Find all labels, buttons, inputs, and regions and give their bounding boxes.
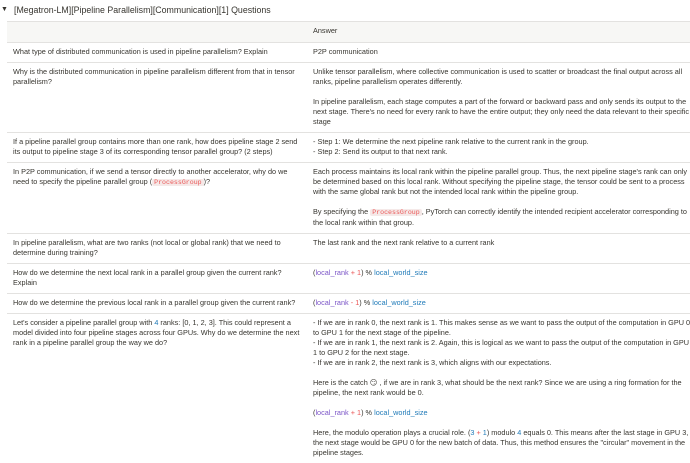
answer-cell[interactable] bbox=[307, 63, 690, 133]
formula-number: 1 bbox=[355, 298, 359, 307]
formula-variable: local_rank bbox=[315, 298, 348, 307]
question-cell[interactable] bbox=[7, 43, 307, 63]
answer-cell[interactable] bbox=[307, 43, 690, 63]
page-header bbox=[0, 3, 690, 17]
formula-operator: + bbox=[349, 408, 357, 417]
formula-operator: + bbox=[349, 268, 357, 277]
paren: ) bbox=[361, 408, 363, 417]
inline-code: ProcessGroup bbox=[370, 209, 421, 216]
table-row bbox=[7, 63, 690, 133]
question-text: How do we determine the previous local rank in a parallel group given the current rank? bbox=[13, 298, 295, 307]
answer-cell[interactable] bbox=[307, 163, 690, 234]
answer-paragraph bbox=[313, 378, 690, 398]
formula-variable: local_rank bbox=[315, 408, 348, 417]
answer-text: , if we are in rank 3, what should be the next rank? Since we are using a ring formation for the pipeline, the next rank would be 0. bbox=[313, 378, 682, 397]
column-header-question bbox=[7, 22, 307, 43]
question-text: Why is the distributed communication in pipeline parallelism different from that in tensor parallelism? bbox=[13, 67, 295, 86]
table-row bbox=[7, 294, 690, 314]
question-cell[interactable] bbox=[7, 264, 307, 294]
formula-operator: - bbox=[349, 298, 356, 307]
answer-paragraph bbox=[313, 207, 690, 228]
toggle-triangle-icon[interactable]: ▼ bbox=[1, 5, 9, 15]
question-text: )? bbox=[204, 177, 211, 186]
question-cell[interactable] bbox=[7, 294, 307, 314]
answer-text: The last rank and the next rank relative to a current rank bbox=[313, 238, 494, 247]
paren: ) bbox=[361, 268, 363, 277]
answer-text: equals 0. This means after the last stage in GPU 3, the next stage would be GPU 0 for the new batch of data. Thus, this method ensures the "circular" movement in the pipeline stages. bbox=[313, 428, 688, 457]
paren: ( bbox=[313, 268, 315, 277]
inline-code: ProcessGroup bbox=[152, 179, 203, 186]
formula-name: local_world_size bbox=[374, 268, 428, 277]
table-row bbox=[7, 264, 690, 294]
answer-line: - If we are in rank 0, the next rank is 1. This makes sense as we want to pass the output of the computation in GPU 0 to GPU 1 for the next stage of the pipeline. bbox=[313, 318, 690, 338]
answer-paragraph bbox=[313, 428, 690, 458]
formula-mod: % bbox=[364, 268, 375, 277]
answer-text: Here is the catch bbox=[313, 378, 370, 387]
formula-number: 1 bbox=[357, 408, 361, 417]
answer-text: , PyTorch can correctly identify the intended recipient accelerator corresponding to the local rank within that group. bbox=[313, 207, 687, 227]
answer-text: ) modulo bbox=[487, 428, 517, 437]
answer-text: By specifying the bbox=[313, 207, 370, 216]
question-cell[interactable] bbox=[7, 234, 307, 264]
formula-mod: % bbox=[364, 408, 375, 417]
answer-cell[interactable] bbox=[307, 314, 690, 463]
answer-text: Here, the modulo operation plays a crucial role. ( bbox=[313, 428, 470, 437]
question-cell[interactable] bbox=[7, 133, 307, 163]
qa-table bbox=[7, 21, 690, 463]
question-cell[interactable] bbox=[7, 314, 307, 463]
question-text: In pipeline parallelism, what are two ranks (not local or global rank) that we need to determine during training? bbox=[13, 238, 281, 257]
question-text: In P2P communication, if we send a tensor directly to another accelerator, why do we need to specify the pipeline parallel group ( bbox=[13, 167, 287, 186]
question-text: What type of distributed communication is used in pipeline parallelism? Explain bbox=[13, 47, 268, 56]
paren: ( bbox=[313, 408, 315, 417]
answer-line: - If we are in rank 1, the next rank is 2. Again, this is logical as we want to pass the output of the computation in GPU 1 to GPU 2 for the next stage. bbox=[313, 338, 690, 358]
column-header-answer: Answer bbox=[307, 22, 690, 43]
answer-cell[interactable] bbox=[307, 234, 690, 264]
table-row bbox=[7, 43, 690, 63]
inline-operator: + bbox=[474, 428, 482, 437]
answer-line: - Step 1: We determine the next pipeline rank relative to the current rank in the group. bbox=[313, 137, 690, 147]
formula-mod: % bbox=[362, 298, 373, 307]
formula-name: local_world_size bbox=[372, 298, 426, 307]
table-row bbox=[7, 314, 690, 463]
answer-paragraph: Unlike tensor parallelism, where collective communication is used to scatter or broadcast the final output across all ranks, pipeline parallelism operates differently. bbox=[313, 67, 690, 87]
inline-number: 1 bbox=[483, 428, 487, 437]
formula bbox=[313, 298, 426, 307]
formula-variable: local_rank bbox=[315, 268, 348, 277]
answer-line: - If we are in rank 2, the next rank is 3, which aligns with our expectations. bbox=[313, 358, 690, 368]
question-text: If a pipeline parallel group contains more than one rank, how does pipeline stage 2 send its output to pipeline stage 3 of its corresponding tensor parallel group? (2 steps) bbox=[13, 137, 297, 156]
smirk-emoji-icon: 😏 bbox=[370, 378, 378, 387]
table-header-row bbox=[7, 22, 690, 43]
paren: ( bbox=[313, 298, 315, 307]
paren: ) bbox=[359, 298, 361, 307]
inline-number: 3 bbox=[470, 428, 474, 437]
page-title: [Megatron-LM][Pipeline Parallelism][Communication][1] Questions bbox=[14, 4, 271, 16]
answer-cell[interactable] bbox=[307, 294, 690, 314]
answer-line: - Step 2: Send its output to that next rank. bbox=[313, 147, 690, 157]
answer-paragraph: In pipeline parallelism, each stage computes a part of the forward or backward pass and only sends its output to the next stage. There's no need for every rank to have the entire output; they only need the data relevant to their specific stage bbox=[313, 97, 690, 127]
formula bbox=[313, 408, 690, 418]
answer-paragraph: Each process maintains its local rank within the pipeline parallel group. Thus, the next pipeline stage's rank can only be determined based on this local rank. Without specifying the pipeline stage, the tensor could be sent to a process with the same global rank but not the intended local rank within the pipeline group. bbox=[313, 167, 690, 197]
formula-name: local_world_size bbox=[374, 408, 428, 417]
table-row bbox=[7, 234, 690, 264]
question-text: Let's consider a pipeline parallel group with bbox=[13, 318, 154, 327]
table-row bbox=[7, 133, 690, 163]
table-row bbox=[7, 163, 690, 234]
question-cell[interactable] bbox=[7, 163, 307, 234]
answer-cell[interactable] bbox=[307, 133, 690, 163]
question-text: ranks: [0, 1, 2, 3]. This could represent a model divided into four pipeline stages across four GPUs. Why do we determine the next rank in a pipeline parallel group the way we do? bbox=[13, 318, 299, 347]
answer-text: P2P communication bbox=[313, 47, 378, 56]
formula bbox=[313, 268, 428, 277]
inline-number: 4 bbox=[517, 428, 521, 437]
question-cell[interactable] bbox=[7, 63, 307, 133]
question-text: How do we determine the next local rank in a parallel group given the current rank? Explain bbox=[13, 268, 282, 287]
formula-number: 1 bbox=[357, 268, 361, 277]
answer-cell[interactable] bbox=[307, 264, 690, 294]
question-number: 4 bbox=[154, 318, 158, 327]
